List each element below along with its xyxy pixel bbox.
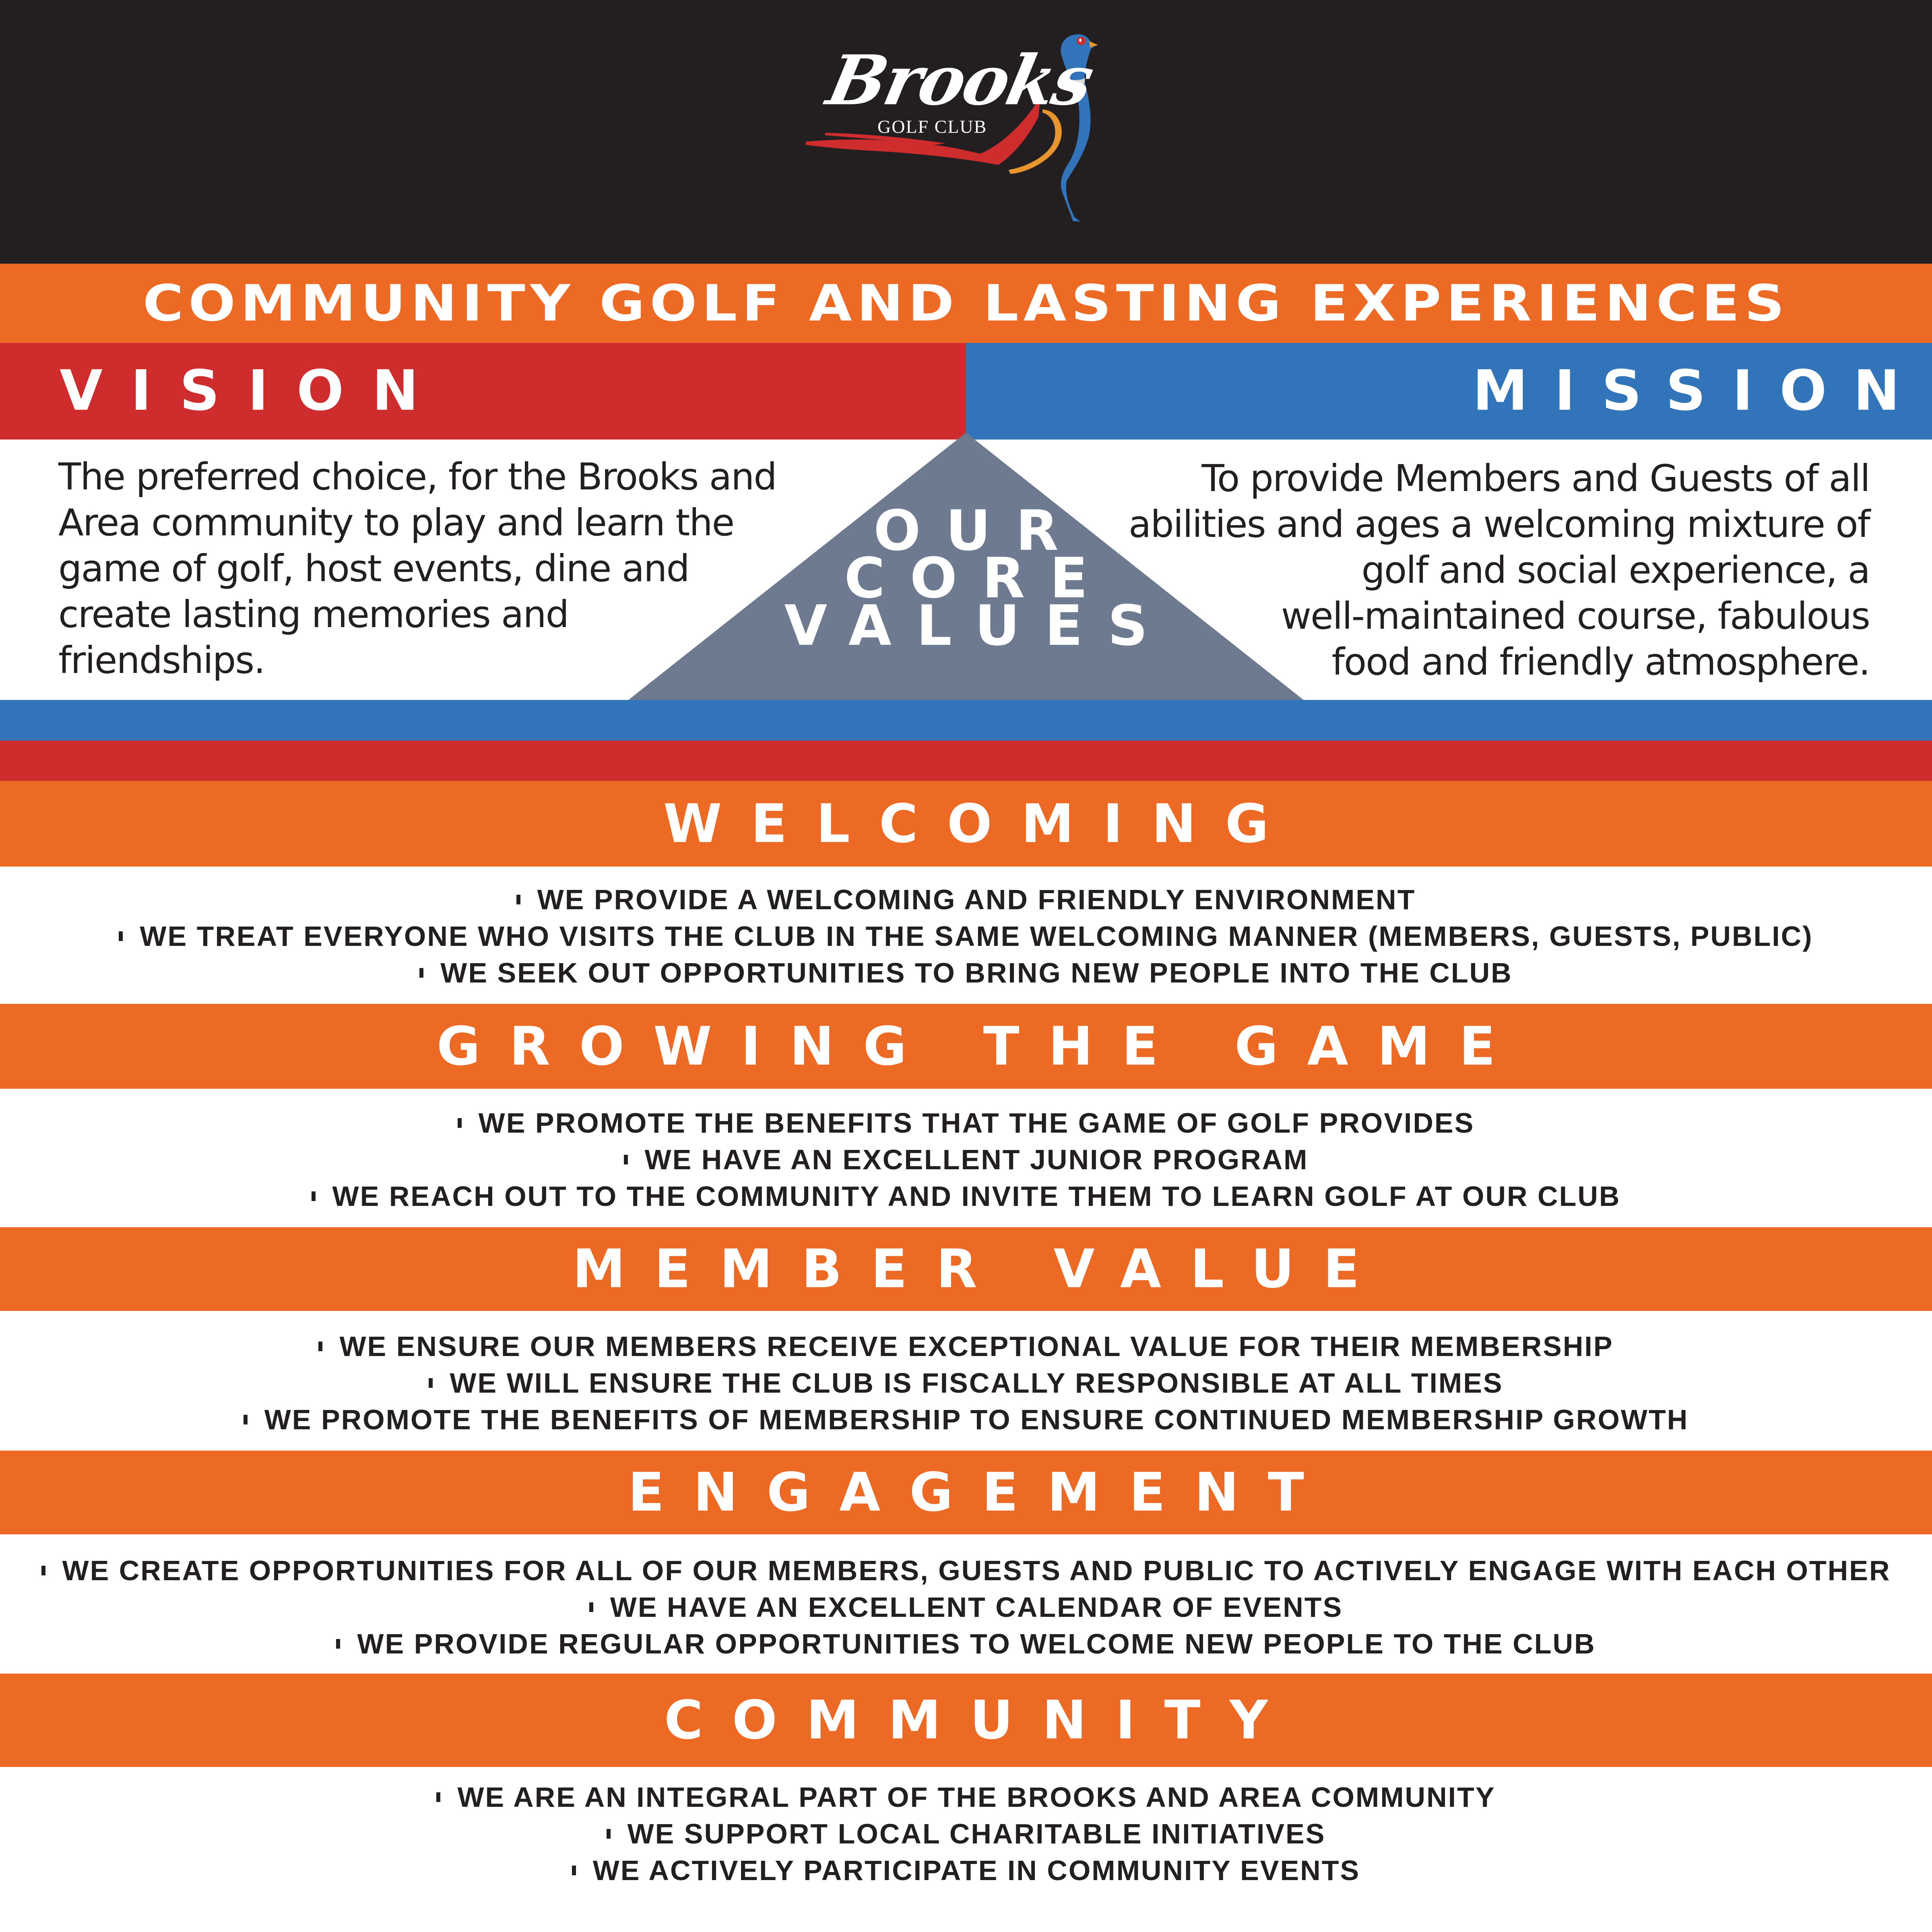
value-list-growing-the-game bbox=[0, 1105, 1932, 1215]
list-item bbox=[0, 1816, 1932, 1852]
mission-line: To provide Members and Guests of all bbox=[1201, 457, 1870, 500]
value-header-community bbox=[0, 1674, 1932, 1767]
mission-line: golf and social experience, a bbox=[1361, 549, 1870, 592]
header bbox=[0, 0, 1932, 264]
bullet-icon bbox=[516, 895, 520, 904]
list-item bbox=[0, 1105, 1932, 1141]
mission-title: MISSION bbox=[1472, 358, 1926, 423]
value-list-member-value bbox=[0, 1328, 1932, 1438]
list-item bbox=[0, 1589, 1932, 1626]
vision-title: VISION bbox=[60, 358, 447, 423]
list-item bbox=[0, 881, 1932, 918]
bullet-icon bbox=[436, 1792, 440, 1802]
bullet-icon bbox=[419, 968, 423, 978]
list-item-text: WE HAVE AN EXCELLENT CALENDAR OF EVENTS bbox=[610, 1591, 1343, 1623]
value-list-community bbox=[0, 1779, 1932, 1889]
core-values-line: OUR bbox=[873, 498, 1084, 563]
bullet-icon bbox=[244, 1415, 248, 1424]
value-list-engagement bbox=[0, 1552, 1932, 1662]
core-values-heading bbox=[628, 498, 1304, 658]
core-values-line: VALUES bbox=[784, 593, 1173, 658]
list-item-text: WE PROMOTE THE BENEFITS OF MEMBERSHIP TO ENSURE CONTINUED MEMBERSHIP GROWTH bbox=[264, 1404, 1689, 1435]
list-item-text: WE WILL ENSURE THE CLUB IS FISCALLY RESPONSIBLE AT ALL TIMES bbox=[450, 1367, 1503, 1399]
value-list-welcoming bbox=[0, 881, 1932, 991]
logo-subtitle: GOLF CLUB bbox=[877, 116, 987, 137]
vision-header bbox=[0, 343, 966, 440]
bullet-icon bbox=[624, 1155, 628, 1164]
vision-line: Area community to play and learn the bbox=[58, 501, 734, 544]
list-item-text: WE CREATE OPPORTUNITIES FOR ALL OF OUR MEMBERS, GUESTS AND PUBLIC TO ACTIVELY ENGAGE WITH EACH OTHER bbox=[62, 1555, 1891, 1586]
core-values-line: CORE bbox=[844, 546, 1113, 611]
bullet-icon bbox=[458, 1118, 462, 1128]
list-item-text: WE PROVIDE REGULAR OPPORTUNITIES TO WELCOME NEW PEOPLE TO THE CLUB bbox=[357, 1628, 1596, 1660]
list-item-text: WE ARE AN INTEGRAL PART OF THE BROOKS AND AREA COMMUNITY bbox=[457, 1781, 1496, 1813]
list-item-text: WE HAVE AN EXCELLENT JUNIOR PROGRAM bbox=[644, 1144, 1309, 1175]
mission-line: food and friendly atmosphere. bbox=[1331, 640, 1870, 683]
list-item bbox=[0, 1852, 1932, 1889]
list-item-text: WE PROVIDE A WELCOMING AND FRIENDLY ENVIRONMENT bbox=[537, 884, 1416, 915]
list-item-text: WE SUPPORT LOCAL CHARITABLE INITIATIVES bbox=[627, 1818, 1326, 1849]
list-item bbox=[0, 1779, 1932, 1816]
list-item bbox=[0, 1552, 1932, 1589]
red-divider-stripe bbox=[0, 741, 1932, 781]
list-item bbox=[0, 955, 1932, 991]
vision-line: create lasting memories and bbox=[58, 593, 569, 636]
mission-line: well-maintained course, fabulous bbox=[1281, 594, 1870, 638]
list-item-text: WE ACTIVELY PARTICIPATE IN COMMUNITY EVENTS bbox=[592, 1855, 1360, 1886]
blue-divider-stripe bbox=[0, 700, 1932, 741]
bullet-icon bbox=[312, 1191, 316, 1201]
value-header-growing-the-game bbox=[0, 1004, 1932, 1089]
bullet-icon bbox=[41, 1566, 45, 1575]
list-item-text: WE PROMOTE THE BENEFITS THAT THE GAME OF GOLF PROVIDES bbox=[478, 1107, 1475, 1139]
list-item-text: WE REACH OUT TO THE COMMUNITY AND INVITE THEM TO LEARN GOLF AT OUR CLUB bbox=[332, 1181, 1621, 1212]
vision-line: game of golf, host events, dine and bbox=[58, 547, 689, 590]
value-title: WELCOMING bbox=[663, 793, 1298, 855]
value-title: MEMBER VALUE bbox=[572, 1238, 1389, 1300]
bullet-icon bbox=[318, 1342, 322, 1351]
list-item bbox=[0, 1365, 1932, 1402]
page-title: COMMUNITY GOLF AND LASTING EXPERIENCES bbox=[142, 274, 1790, 332]
list-item bbox=[0, 1626, 1932, 1662]
brooks-golf-club-logo bbox=[801, 24, 1123, 233]
value-header-welcoming bbox=[0, 781, 1932, 867]
list-item bbox=[0, 1178, 1932, 1215]
value-title: ENGAGEMENT bbox=[628, 1461, 1333, 1523]
mission-line: abilities and ages a welcoming mixture of bbox=[1128, 503, 1870, 546]
vision-line: The preferred choice, for the Brooks and bbox=[58, 455, 776, 498]
bullet-icon bbox=[336, 1639, 340, 1649]
bullet-icon bbox=[429, 1378, 433, 1388]
value-title: GROWING THE GAME bbox=[436, 1015, 1525, 1077]
list-item bbox=[0, 1402, 1932, 1438]
list-item bbox=[0, 1328, 1932, 1365]
logo-wordmark: Brooks bbox=[820, 40, 1099, 121]
value-header-engagement bbox=[0, 1451, 1932, 1534]
list-item-text: WE SEEK OUT OPPORTUNITIES TO BRING NEW PEOPLE INTO THE CLUB bbox=[440, 957, 1513, 989]
value-title: COMMUNITY bbox=[664, 1689, 1297, 1751]
list-item-text: WE TREAT EVERYONE WHO VISITS THE CLUB IN THE SAME WELCOMING MANNER (MEMBERS, GUESTS, PUBLIC) bbox=[140, 921, 1813, 952]
bullet-icon bbox=[589, 1602, 593, 1612]
value-header-member-value bbox=[0, 1227, 1932, 1311]
mission-header bbox=[966, 343, 1932, 440]
bullet-icon bbox=[572, 1866, 576, 1875]
bullet-icon bbox=[119, 931, 123, 941]
list-item bbox=[0, 918, 1932, 955]
vision-line: friendships. bbox=[58, 639, 265, 682]
bullet-icon bbox=[607, 1829, 611, 1839]
list-item bbox=[0, 1141, 1932, 1178]
list-item-text: WE ENSURE OUR MEMBERS RECEIVE EXCEPTIONAL VALUE FOR THEIR MEMBERSHIP bbox=[339, 1331, 1614, 1362]
title-band bbox=[0, 264, 1932, 343]
